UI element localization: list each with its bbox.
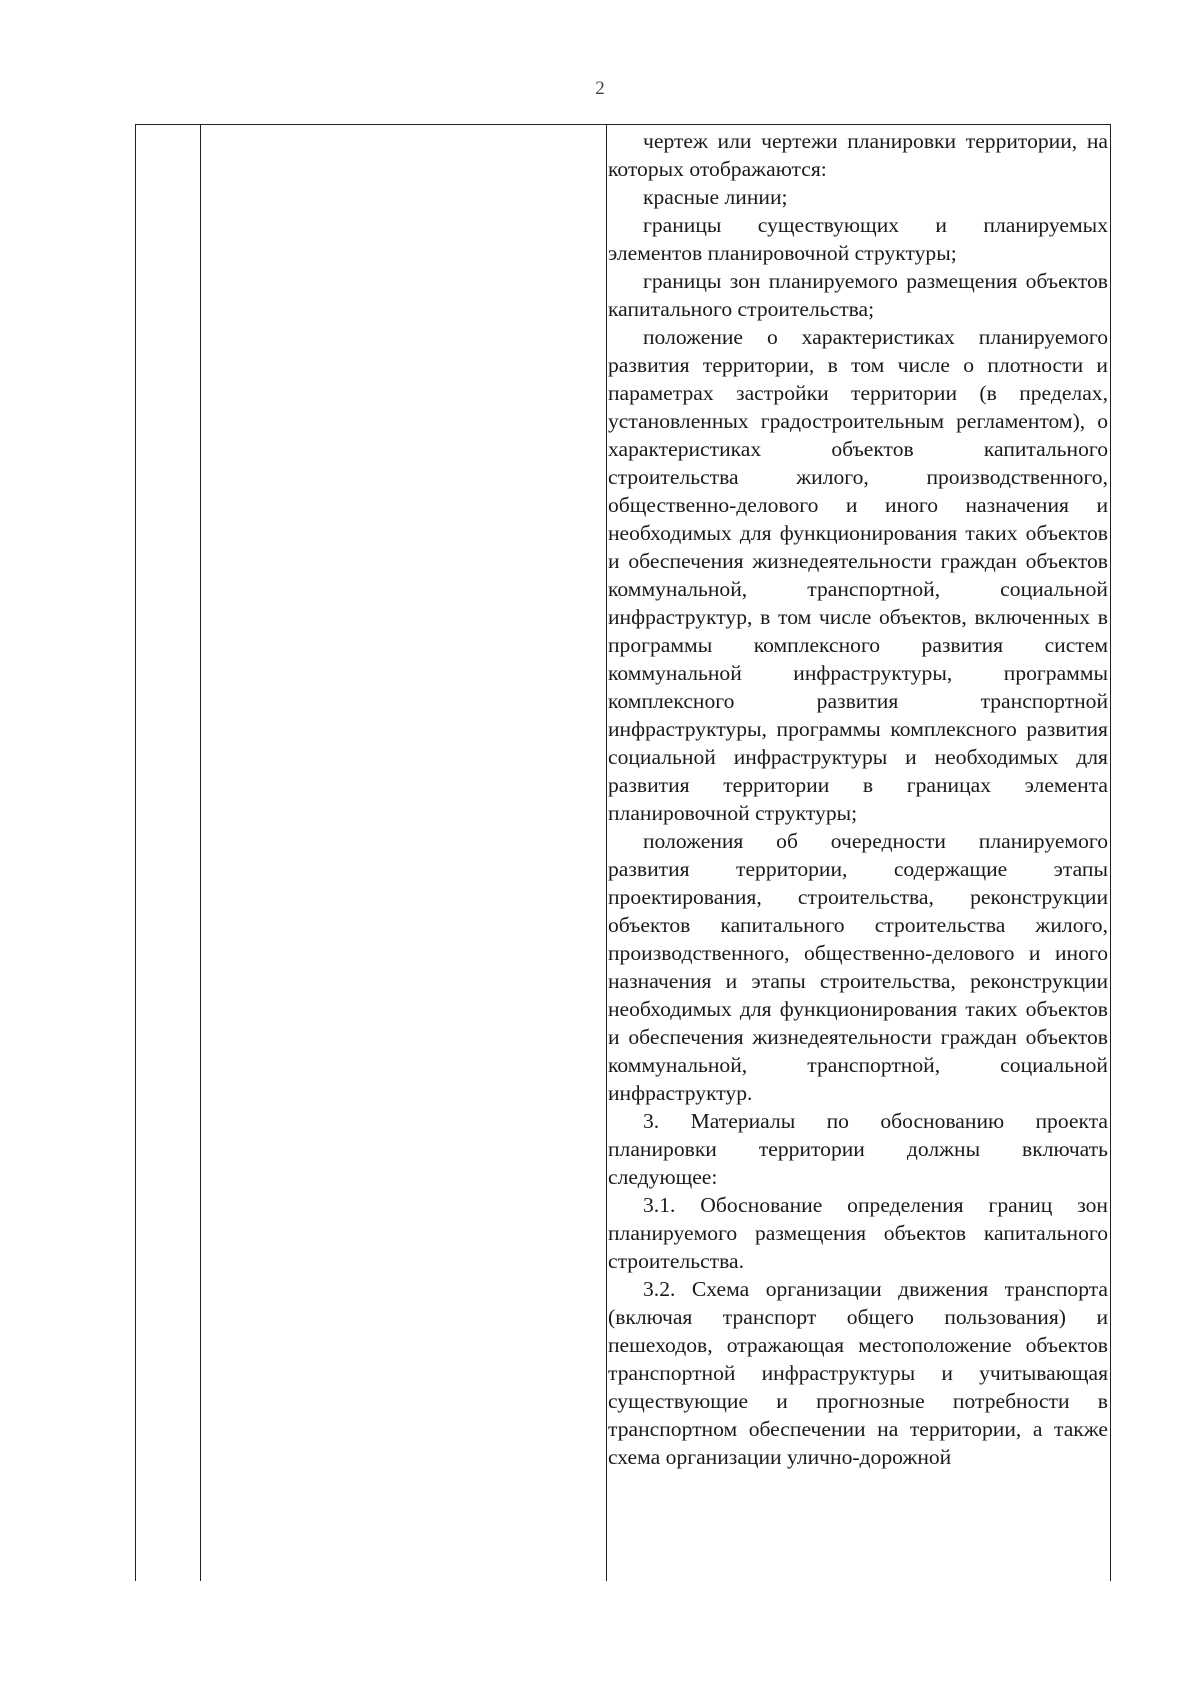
table-cell-content <box>608 127 1108 1471</box>
paragraph: 3.1. Обоснование определения границ зон планируемого размещения объектов капитального строительства. <box>608 1193 1108 1273</box>
paragraph: красные линии; <box>643 185 788 209</box>
requirements-table <box>135 124 1111 1581</box>
paragraph: положение о характеристиках планируемого развития территории, в том числе о плотности и параметрах застройки территории (в пределах, установленных градостроительным регламентом), о характеристиках объектов капитального строительства жилого, производственного, общественно-делового и иного назначения и необходимых для функционирования таких объектов и обеспечения жизнедеятельности граждан объектов коммунальной, транспортной, социальной инфраструктур, в том числе объектов, включенных в программы комплексного развития систем коммунальной инфраструктуры, программы комплексного развития транспортной инфраструктуры, программы комплексного развития социальной инфраструктуры и необходимых для развития территории в границах элемента планировочной структуры; <box>608 325 1108 825</box>
column-divider <box>200 125 201 1581</box>
paragraph: положения об очередности планируемого развития территории, содержащие этапы проектирования, строительства, реконструкции объектов капитального строительства жилого, производственного, общественно-делового и иного назначения и этапы строительства, реконструкции необходимых для функционирования таких объектов и обеспечения жизнедеятельности граждан объектов коммунальной, транспортной, социальной инфраструктур. <box>608 829 1108 1105</box>
paragraph: 3.2. Схема организации движения транспорта (включая транспорт общего пользования) и пешеходов, отражающая местоположение объектов транспортной инфраструктуры и учитывающая существующие и прогнозные потребности в транспортном обеспечении на территории, а также схема организации улично-дорожной <box>608 1277 1108 1469</box>
paragraph: границы существующих и планируемых элементов планировочной структуры; <box>608 213 1108 265</box>
column-divider <box>606 125 607 1581</box>
paragraph: чертеж или чертежи планировки территории, на которых отображаются: <box>608 129 1108 181</box>
paragraph: границы зон планируемого размещения объектов капитального строительства; <box>608 269 1108 321</box>
page-number: 2 <box>595 78 605 99</box>
paragraph: 3. Материалы по обоснованию проекта планировки территории должны включать следующее: <box>608 1109 1108 1189</box>
